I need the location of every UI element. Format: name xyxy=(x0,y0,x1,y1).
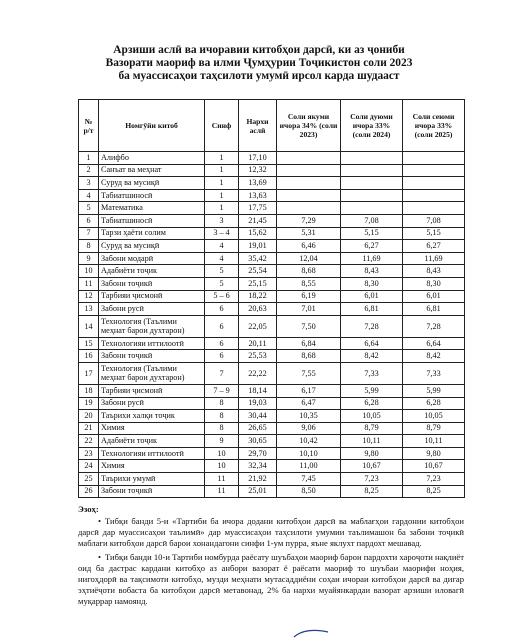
document-title xyxy=(0,44,518,83)
header-num: № р/т xyxy=(79,100,99,152)
cell-rent-1: 8,68 xyxy=(277,350,341,363)
cell-rent-1 xyxy=(277,152,341,165)
cell-num: 3 xyxy=(79,177,99,190)
cell-rent-1: 6,84 xyxy=(277,337,341,350)
cell-rent-1: 6,19 xyxy=(277,290,341,303)
cell-rent-2: 6,81 xyxy=(341,303,403,316)
bullet-icon: • xyxy=(98,516,102,526)
cell-rent-1: 5,31 xyxy=(277,227,341,240)
cell-rent-2: 6,28 xyxy=(341,397,403,410)
cell-price: 12,32 xyxy=(239,164,277,177)
cell-num: 25 xyxy=(79,473,99,486)
cell-price: 19,01 xyxy=(239,240,277,253)
table-body xyxy=(79,152,465,498)
cell-num: 6 xyxy=(79,214,99,227)
cell-grade: 5 xyxy=(205,277,239,290)
cell-rent-3: 10,67 xyxy=(403,460,465,473)
cell-rent-3: 11,69 xyxy=(403,252,465,265)
cell-rent-2: 9,80 xyxy=(341,447,403,460)
cell-grade: 1 xyxy=(205,202,239,215)
table-row xyxy=(79,350,465,363)
cell-num: 13 xyxy=(79,303,99,316)
cell-rent-1 xyxy=(277,164,341,177)
table-row xyxy=(79,152,465,165)
cell-rent-1: 12,04 xyxy=(277,252,341,265)
cell-rent-3: 7,28 xyxy=(403,315,465,337)
title-line-3: ба муассисаҳои таҳсилоти умумӣ ирсол карда шудааст xyxy=(118,70,400,82)
cell-price: 25,53 xyxy=(239,350,277,363)
cell-name: Таърихи умумӣ xyxy=(99,473,205,486)
cell-name: Технологияи иттилоотӣ xyxy=(99,337,205,350)
cell-rent-2: 10,05 xyxy=(341,410,403,423)
cell-rent-3: 9,80 xyxy=(403,447,465,460)
cell-name: Суруд ва мусиқӣ xyxy=(99,240,205,253)
cell-num: 23 xyxy=(79,447,99,460)
table-row xyxy=(79,265,465,278)
cell-name: Забони тоҷикӣ xyxy=(99,277,205,290)
cell-grade: 8 xyxy=(205,397,239,410)
cell-rent-2: 8,25 xyxy=(341,485,403,498)
cell-num: 2 xyxy=(79,164,99,177)
table-row xyxy=(79,337,465,350)
cell-name: Тарбияи ҷисмонӣ xyxy=(99,290,205,303)
cell-num: 18 xyxy=(79,384,99,397)
cell-grade: 8 xyxy=(205,410,239,423)
cell-name: Забони тоҷикӣ xyxy=(99,350,205,363)
cell-rent-2: 6,27 xyxy=(341,240,403,253)
cell-grade: 6 xyxy=(205,350,239,363)
cell-price: 17,10 xyxy=(239,152,277,165)
cell-rent-3: 7,08 xyxy=(403,214,465,227)
cell-name: Тарбияи ҷисмонӣ xyxy=(99,384,205,397)
cell-name: Технология (Таълими меҳнат барои духтарон) xyxy=(99,362,205,384)
notes-header: Эзоҳ: xyxy=(78,504,99,514)
cell-rent-3: 7,33 xyxy=(403,362,465,384)
cell-grade: 5 – 6 xyxy=(205,290,239,303)
cell-num: 10 xyxy=(79,265,99,278)
cell-price: 21,45 xyxy=(239,214,277,227)
cell-grade: 10 xyxy=(205,460,239,473)
cell-price: 22,05 xyxy=(239,315,277,337)
cell-name: Санъат ва меҳнат xyxy=(99,164,205,177)
cell-rent-1: 8,55 xyxy=(277,277,341,290)
note-paragraph-1 xyxy=(78,516,464,549)
cell-price: 21,92 xyxy=(239,473,277,486)
cell-rent-2: 7,08 xyxy=(341,214,403,227)
cell-rent-2: 11,69 xyxy=(341,252,403,265)
cell-grade: 6 xyxy=(205,303,239,316)
header-rent-year-1: Соли якуми ичора 34% (соли 2023) xyxy=(277,100,341,152)
table-row xyxy=(79,227,465,240)
cell-name: Адабиёти тоҷик xyxy=(99,435,205,448)
cell-rent-3: 6,27 xyxy=(403,240,465,253)
cell-rent-3: 5,15 xyxy=(403,227,465,240)
cell-rent-2: 8,42 xyxy=(341,350,403,363)
cell-rent-1: 11,00 xyxy=(277,460,341,473)
note-text-1: Тибқи банди 5-и «Тартиби ба ичора додани китобҳои дарсӣ ва маблағҳои гардонии китобҳои дарсӣ дар муассисаҳои таълимӣ» дар муассисаҳои таҳсилоти умумии таълимашон ба забони тоҷикӣ маблағи китобҳои дарсӣ барои хонандагони синфи 1-ум пурра, яъне яклухт пардохт мешавад. xyxy=(78,516,464,548)
cell-price: 25,54 xyxy=(239,265,277,278)
cell-name: Математика xyxy=(99,202,205,215)
table-row xyxy=(79,460,465,473)
table-row xyxy=(79,384,465,397)
table-row xyxy=(79,315,465,337)
cell-num: 26 xyxy=(79,485,99,498)
cell-rent-1 xyxy=(277,189,341,202)
cell-grade: 4 xyxy=(205,252,239,265)
cell-rent-2: 8,43 xyxy=(341,265,403,278)
cell-num: 24 xyxy=(79,460,99,473)
cell-price: 35,42 xyxy=(239,252,277,265)
cell-rent-1: 6,47 xyxy=(277,397,341,410)
cell-rent-1: 7,50 xyxy=(277,315,341,337)
cell-rent-1: 8,50 xyxy=(277,485,341,498)
cell-num: 1 xyxy=(79,152,99,165)
cell-num: 12 xyxy=(79,290,99,303)
cell-rent-2 xyxy=(341,164,403,177)
cell-rent-3 xyxy=(403,164,465,177)
cell-rent-1: 10,35 xyxy=(277,410,341,423)
cell-price: 25,01 xyxy=(239,485,277,498)
cell-rent-1: 10,10 xyxy=(277,447,341,460)
cell-rent-3: 6,81 xyxy=(403,303,465,316)
cell-grade: 11 xyxy=(205,473,239,486)
cell-num: 7 xyxy=(79,227,99,240)
cell-name: Химия xyxy=(99,422,205,435)
cell-name: Забони тоҷикӣ xyxy=(99,485,205,498)
cell-rent-2: 6,01 xyxy=(341,290,403,303)
cell-num: 5 xyxy=(79,202,99,215)
cell-rent-3: 7,23 xyxy=(403,473,465,486)
cell-name: Забони русӣ xyxy=(99,303,205,316)
cell-rent-2: 10,11 xyxy=(341,435,403,448)
cell-rent-2 xyxy=(341,177,403,190)
cell-name: Забони русӣ xyxy=(99,397,205,410)
cell-rent-2: 7,23 xyxy=(341,473,403,486)
cell-rent-2: 5,15 xyxy=(341,227,403,240)
table-header-row xyxy=(79,100,465,152)
cell-num: 14 xyxy=(79,315,99,337)
cell-num: 22 xyxy=(79,435,99,448)
cell-rent-3 xyxy=(403,152,465,165)
cell-price: 30,44 xyxy=(239,410,277,423)
cell-rent-1: 10,42 xyxy=(277,435,341,448)
cell-num: 11 xyxy=(79,277,99,290)
cell-rent-3: 8,43 xyxy=(403,265,465,278)
cell-num: 16 xyxy=(79,350,99,363)
cell-price: 30,65 xyxy=(239,435,277,448)
cell-num: 20 xyxy=(79,410,99,423)
cell-grade: 1 xyxy=(205,164,239,177)
cell-rent-1: 7,45 xyxy=(277,473,341,486)
bullet-icon: • xyxy=(98,552,102,562)
cell-rent-3: 10,05 xyxy=(403,410,465,423)
cell-rent-2: 10,67 xyxy=(341,460,403,473)
cell-grade: 11 xyxy=(205,485,239,498)
cell-num: 21 xyxy=(79,422,99,435)
cell-rent-2 xyxy=(341,152,403,165)
cell-price: 26,65 xyxy=(239,422,277,435)
cell-price: 29,70 xyxy=(239,447,277,460)
cell-grade: 5 xyxy=(205,265,239,278)
cell-name: Адабиёти тоҷик xyxy=(99,265,205,278)
table-row xyxy=(79,177,465,190)
table-row xyxy=(79,447,465,460)
header-price: Нархи аслӣ xyxy=(239,100,277,152)
note-text-2: Тибқи банди 10-и Тартиби номбурда раёсату шуъбаҳои маориф барои пардохти хароҷоти нақлиёт оид ба дастрас кардани китобҳо аз анбори вазорат ё раёсати маориф то шуъбаи маорифи ноҳия, нигоҳдорӣ ва тақсимоти китобҳо, музди меҳнати мутасаддиёни соҳаи ичораи китобҳои дарсӣ ва дигар эҳтиёҷоти вобаста ба китобҳои дарсӣ метавонад, 2% ба нархи муайянкардаи вазорат арзиши иловагӣ муқаррар намоянд. xyxy=(78,552,464,606)
header-rent-year-3: Соли сеюми ичора 33% (соли 2025) xyxy=(403,100,465,152)
cell-price: 18,14 xyxy=(239,384,277,397)
table-row xyxy=(79,240,465,253)
cell-name: Табиатшиносӣ xyxy=(99,214,205,227)
header-rent-year-2: Соли дуюми ичора 33% (соли 2024) xyxy=(341,100,403,152)
title-line-2: Вазорати маориф ва илми Ҷумҳурии Тоҷикистон соли 2023 xyxy=(105,57,413,69)
table-row xyxy=(79,473,465,486)
table-row xyxy=(79,485,465,498)
cell-grade: 1 xyxy=(205,189,239,202)
cell-rent-3: 6,64 xyxy=(403,337,465,350)
cell-grade: 3 – 4 xyxy=(205,227,239,240)
cell-grade: 1 xyxy=(205,177,239,190)
header-grade: Синф xyxy=(205,100,239,152)
cell-rent-1: 6,17 xyxy=(277,384,341,397)
table-row xyxy=(79,303,465,316)
cell-rent-2 xyxy=(341,189,403,202)
table-row xyxy=(79,422,465,435)
cell-grade: 9 xyxy=(205,435,239,448)
note-paragraph-2 xyxy=(78,552,464,607)
cell-grade: 7 – 9 xyxy=(205,384,239,397)
cell-price: 20,11 xyxy=(239,337,277,350)
table-row xyxy=(79,202,465,215)
cell-grade: 6 xyxy=(205,315,239,337)
cell-grade: 3 xyxy=(205,214,239,227)
textbook-price-table xyxy=(78,99,465,498)
notes-section xyxy=(78,504,464,610)
cell-num: 4 xyxy=(79,189,99,202)
table-row xyxy=(79,290,465,303)
cell-price: 13,63 xyxy=(239,189,277,202)
title-line-1: Арзиши аслӣ ва ичоравии китобҳои дарсӣ, ки аз ҷониби xyxy=(113,44,405,56)
cell-rent-1 xyxy=(277,202,341,215)
cell-num: 8 xyxy=(79,240,99,253)
cell-rent-1: 9,06 xyxy=(277,422,341,435)
cell-price: 20,63 xyxy=(239,303,277,316)
cell-rent-3: 6,01 xyxy=(403,290,465,303)
cell-rent-2: 5,99 xyxy=(341,384,403,397)
table-row xyxy=(79,435,465,448)
cell-rent-1: 7,55 xyxy=(277,362,341,384)
cell-rent-2: 8,79 xyxy=(341,422,403,435)
cell-grade: 10 xyxy=(205,447,239,460)
cell-num: 9 xyxy=(79,252,99,265)
cell-name: Забони модарӣ xyxy=(99,252,205,265)
cell-rent-3 xyxy=(403,202,465,215)
cell-price: 32,34 xyxy=(239,460,277,473)
header-name: Номгӯйи китоб xyxy=(99,100,205,152)
cell-rent-3: 8,25 xyxy=(403,485,465,498)
cell-name: Суруд ва мусиқӣ xyxy=(99,177,205,190)
cell-rent-2: 6,64 xyxy=(341,337,403,350)
table-row xyxy=(79,397,465,410)
cell-rent-1: 8,68 xyxy=(277,265,341,278)
cell-name: Табиатшиносӣ xyxy=(99,189,205,202)
cell-rent-2: 7,28 xyxy=(341,315,403,337)
table-row xyxy=(79,214,465,227)
cell-grade: 6 xyxy=(205,337,239,350)
cell-rent-3: 10,11 xyxy=(403,435,465,448)
table-row xyxy=(79,362,465,384)
cell-price: 15,62 xyxy=(239,227,277,240)
cell-rent-1 xyxy=(277,177,341,190)
cell-rent-3 xyxy=(403,189,465,202)
cell-rent-3 xyxy=(403,177,465,190)
table-row xyxy=(79,164,465,177)
table-row xyxy=(79,410,465,423)
cell-name: Таърихи халқи тоҷик xyxy=(99,410,205,423)
cell-grade: 4 xyxy=(205,240,239,253)
cell-grade: 7 xyxy=(205,362,239,384)
cell-rent-3: 8,30 xyxy=(403,277,465,290)
cell-price: 17,75 xyxy=(239,202,277,215)
cell-num: 15 xyxy=(79,337,99,350)
cell-price: 19,03 xyxy=(239,397,277,410)
cell-price: 25,15 xyxy=(239,277,277,290)
cell-name: Алифбо xyxy=(99,152,205,165)
cell-rent-1: 7,01 xyxy=(277,303,341,316)
cell-rent-3: 6,28 xyxy=(403,397,465,410)
cell-name: Тарзи ҳаёти солим xyxy=(99,227,205,240)
cell-num: 17 xyxy=(79,362,99,384)
cell-rent-2: 7,33 xyxy=(341,362,403,384)
table-row xyxy=(79,252,465,265)
cell-grade: 8 xyxy=(205,422,239,435)
cell-price: 22,22 xyxy=(239,362,277,384)
cell-rent-1: 7,29 xyxy=(277,214,341,227)
cell-rent-3: 8,42 xyxy=(403,350,465,363)
cell-rent-2: 8,30 xyxy=(341,277,403,290)
table-row xyxy=(79,277,465,290)
cell-name: Химия xyxy=(99,460,205,473)
cell-num: 19 xyxy=(79,397,99,410)
cell-rent-1: 6,46 xyxy=(277,240,341,253)
table-row xyxy=(79,189,465,202)
cell-rent-2 xyxy=(341,202,403,215)
cell-rent-3: 5,99 xyxy=(403,384,465,397)
cell-rent-3: 8,79 xyxy=(403,422,465,435)
cell-price: 13,69 xyxy=(239,177,277,190)
cell-name: Технология (Таълими меҳнат барои духтарон) xyxy=(99,315,205,337)
signature-mark xyxy=(292,628,332,638)
cell-price: 18,22 xyxy=(239,290,277,303)
cell-grade: 1 xyxy=(205,152,239,165)
cell-name: Технологияи иттилоотӣ xyxy=(99,447,205,460)
